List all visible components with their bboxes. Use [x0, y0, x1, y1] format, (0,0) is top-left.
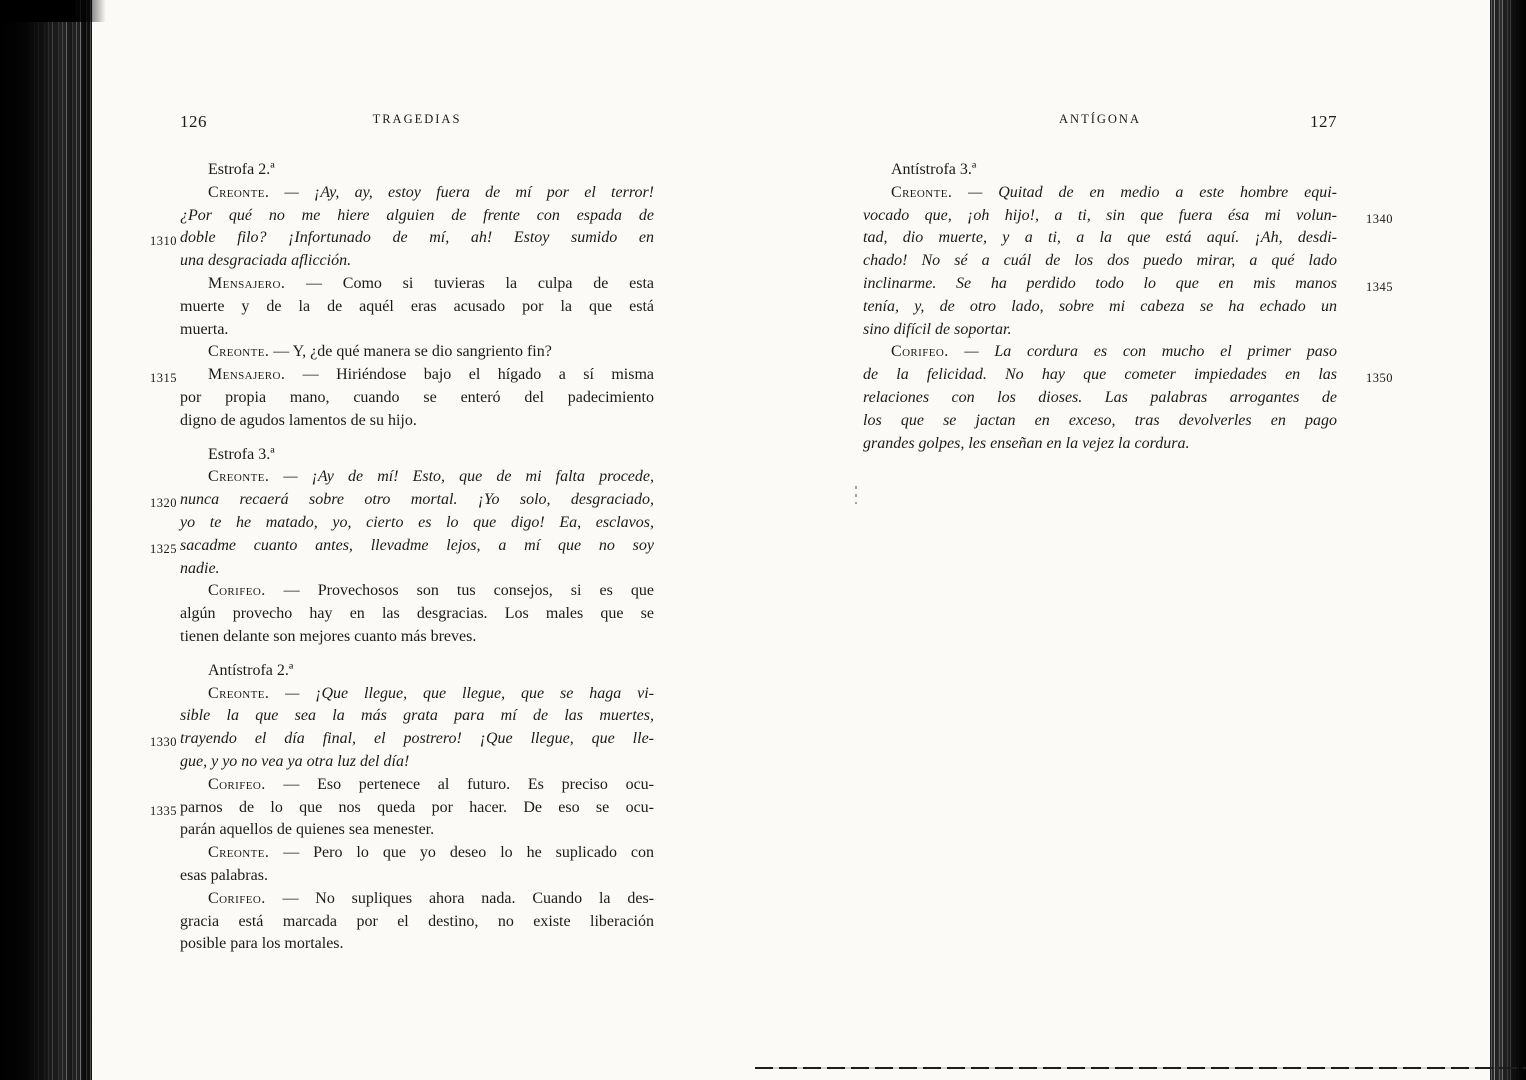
speaker-name: Mensajero. — [208, 366, 286, 384]
page-right — [863, 112, 1393, 455]
text-line — [180, 842, 654, 865]
speaker-name: Creonte. — [208, 844, 270, 862]
line-number: 1350 — [1366, 371, 1393, 386]
paragraph — [150, 466, 654, 580]
text-line — [180, 683, 654, 706]
line-text: gue, y yo no vea ya otra luz del día! — [180, 752, 410, 770]
line-text: — Pero lo que yo deseo lo he suplicado con — [269, 844, 654, 862]
strophe-heading — [863, 159, 1337, 182]
text-line — [180, 273, 654, 296]
line-text: gracia está marcada por el destino, no existe liberación — [180, 912, 654, 930]
speaker-name: Corifeo. — [208, 775, 266, 793]
line-text: — ¡Ay de mí! Esto, que de mi falta procede, — [269, 468, 654, 486]
line-text: — La cordura es con mucho el primer paso — [948, 343, 1337, 361]
line-text: algún provecho hay en las desgracias. Los males que se — [180, 605, 654, 623]
text-line — [180, 911, 654, 934]
text-line — [863, 319, 1337, 342]
line-number: 1315 — [150, 371, 177, 386]
line-text: nunca recaerá sobre otro mortal. ¡Yo solo, desgraciado, — [180, 491, 654, 509]
text-line — [863, 364, 1393, 387]
text-line — [150, 364, 654, 387]
text-line — [863, 205, 1393, 228]
speaker-name: Corifeo. — [891, 343, 949, 361]
strophe-heading — [180, 159, 654, 182]
text-line — [180, 182, 654, 205]
paragraph — [180, 580, 654, 648]
line-text: sible la que sea la más grata para mí de las muertes, — [180, 707, 654, 725]
line-text: trayendo el día final, el postrero! ¡Que llegue, que lle- — [180, 730, 654, 748]
line-text: tad, dio muerte, y a ti, a la que está aquí. ¡Ah, desdi- — [863, 229, 1337, 247]
text-line — [863, 227, 1337, 250]
line-text: — Quitad de en medio a este hombre equi- — [952, 183, 1337, 201]
text-line — [863, 273, 1393, 296]
text-line — [180, 296, 654, 319]
text-line — [180, 603, 654, 626]
line-text: parán aquellos de quienes sea menester. — [180, 821, 435, 839]
speaker-name: Corifeo. — [208, 889, 266, 907]
line-text: los que se jactan en exceso, tras devolverles en pago — [863, 411, 1337, 429]
speaker-name: Creonte. — [208, 684, 270, 702]
line-text: — No supliques ahora nada. Cuando la des- — [265, 889, 654, 907]
page-number: 126 — [180, 112, 207, 131]
speaker-name: Creonte. — [208, 343, 270, 361]
book-edge-left — [0, 0, 92, 1080]
running-title: TRAGEDIAS — [372, 112, 462, 126]
line-text: posible para los mortales. — [180, 935, 344, 953]
text-line — [180, 387, 654, 410]
scan-artifact — [855, 486, 857, 504]
scan-artifact-line — [755, 1067, 1526, 1069]
heading-text: Estrofa 3.ª — [208, 445, 275, 463]
line-text: yo te he matado, yo, cierto es lo que digo! Ea, esclavos, — [180, 513, 654, 531]
text-line — [150, 227, 654, 250]
line-text: parnos de lo que nos queda por hacer. De eso se ocu- — [180, 798, 654, 816]
line-number: 1340 — [1366, 211, 1393, 226]
heading-line — [180, 660, 654, 683]
text-line — [863, 410, 1337, 433]
strophe-heading — [180, 444, 654, 467]
paragraph — [863, 341, 1393, 455]
heading-line — [180, 159, 654, 182]
line-text: — ¡Que llegue, que llegue, que se haga vi- — [269, 684, 654, 702]
paragraph — [150, 774, 654, 842]
book-edge-right — [1490, 0, 1526, 1080]
text-line — [180, 466, 654, 489]
text-line — [180, 888, 654, 911]
speaker-name: Corifeo. — [208, 582, 266, 600]
text-line — [863, 296, 1337, 319]
text-line — [863, 387, 1337, 410]
running-title: ANTÍGONA — [1059, 112, 1141, 126]
line-text: chado! No sé a cuál de los dos puedo mirar, a qué lado — [863, 252, 1337, 270]
strophe-heading — [180, 660, 654, 683]
text-line — [180, 410, 654, 433]
text-line — [180, 512, 654, 535]
text-line — [180, 558, 654, 581]
text-line — [150, 797, 654, 820]
paragraph — [180, 273, 654, 341]
text-line — [150, 489, 654, 512]
line-text: tenía, y, de otro lado, sobre mi cabeza se ha echado un — [863, 297, 1337, 315]
speaker-name: Creonte. — [891, 183, 953, 201]
paragraph — [150, 364, 654, 432]
page-body-left — [150, 159, 654, 956]
line-text: vocado que, ¡oh hijo!, a ti, sin que fuera ésa mi volun- — [863, 206, 1337, 224]
speaker-name: Creonte. — [208, 468, 270, 486]
text-line — [180, 774, 654, 797]
text-line — [180, 819, 654, 842]
line-text: esas palabras. — [180, 866, 268, 884]
line-number: 1325 — [150, 541, 177, 556]
line-text: nadie. — [180, 559, 220, 577]
line-text: por propia mano, cuando se enteró del padecimiento — [180, 388, 654, 406]
text-line — [180, 341, 654, 364]
line-text: — Provechosos son tus consejos, si es que — [265, 582, 654, 600]
heading-line — [863, 159, 1337, 182]
text-line — [180, 933, 654, 956]
text-line — [180, 626, 654, 649]
scan-corner-shadow — [0, 0, 106, 22]
line-number: 1335 — [150, 803, 177, 818]
line-text: grandes golpes, les enseñan en la vejez la cordura. — [863, 434, 1190, 452]
line-text: doble filo? ¡Infortunado de mí, ah! Estoy sumido en — [180, 229, 654, 247]
line-number: 1310 — [150, 234, 177, 249]
line-text: — Y, ¿de qué manera se dio sangriento fin? — [269, 343, 552, 361]
paragraph — [863, 182, 1393, 342]
text-line — [180, 865, 654, 888]
page-header-left — [180, 112, 654, 134]
text-line — [863, 182, 1337, 205]
line-number: 1330 — [150, 735, 177, 750]
paragraph — [180, 842, 654, 888]
line-text: digno de agudos lamentos de su hijo. — [180, 411, 417, 429]
line-text: — ¡Ay, ay, estoy fuera de mí por el terror! — [269, 183, 654, 201]
speaker-name: Creonte. — [208, 183, 270, 201]
page-number: 127 — [1310, 112, 1337, 131]
line-text: tienen delante son mejores cuanto más breves. — [180, 627, 477, 645]
line-number: 1345 — [1366, 279, 1393, 294]
line-text: muerte y de la de aquél eras acusado por la que está — [180, 297, 654, 315]
text-line — [150, 535, 654, 558]
heading-text: Estrofa 2.ª — [208, 161, 275, 178]
line-text: una desgraciada aflicción. — [180, 252, 352, 270]
line-text: relaciones con los dioses. Las palabras arrogantes de — [863, 388, 1337, 406]
line-text: sacadme cuanto antes, llevadme lejos, a mí que no soy — [180, 536, 654, 554]
line-text: de la felicidad. No hay que cometer impiedades en las — [863, 366, 1337, 384]
text-line — [863, 433, 1337, 456]
line-text: sino difícil de soportar. — [863, 320, 1012, 338]
line-text: — Eso pertenece al futuro. Es preciso ocu- — [265, 775, 654, 793]
text-line — [180, 250, 654, 273]
text-line — [180, 319, 654, 342]
line-text: — Hiriéndose bajo el hígado a sí misma — [285, 366, 654, 384]
paragraph — [150, 683, 654, 774]
paragraph — [180, 341, 654, 364]
line-text: — Como si tuvieras la culpa de esta — [285, 274, 654, 292]
text-line — [180, 751, 654, 774]
heading-line — [180, 444, 654, 467]
heading-text: Antístrofa 3.ª — [891, 161, 977, 178]
text-line — [180, 580, 654, 603]
text-line — [180, 705, 654, 728]
line-number: 1320 — [150, 496, 177, 511]
speaker-name: Mensajero. — [208, 274, 286, 292]
line-text: muerta. — [180, 320, 229, 338]
paragraph — [150, 182, 654, 273]
paragraph — [180, 888, 654, 956]
line-text: ¿Por qué no me hiere alguien de frente con espada de — [180, 206, 654, 224]
text-line — [863, 250, 1337, 273]
line-text: inclinarme. Se ha perdido todo lo que en mis manos — [863, 274, 1337, 292]
text-line — [180, 205, 654, 228]
page-header-right — [863, 112, 1337, 134]
page-left — [150, 112, 654, 956]
text-line — [863, 341, 1337, 364]
text-line — [150, 728, 654, 751]
page-body-right — [863, 159, 1393, 455]
heading-text: Antístrofa 2.ª — [208, 661, 294, 679]
